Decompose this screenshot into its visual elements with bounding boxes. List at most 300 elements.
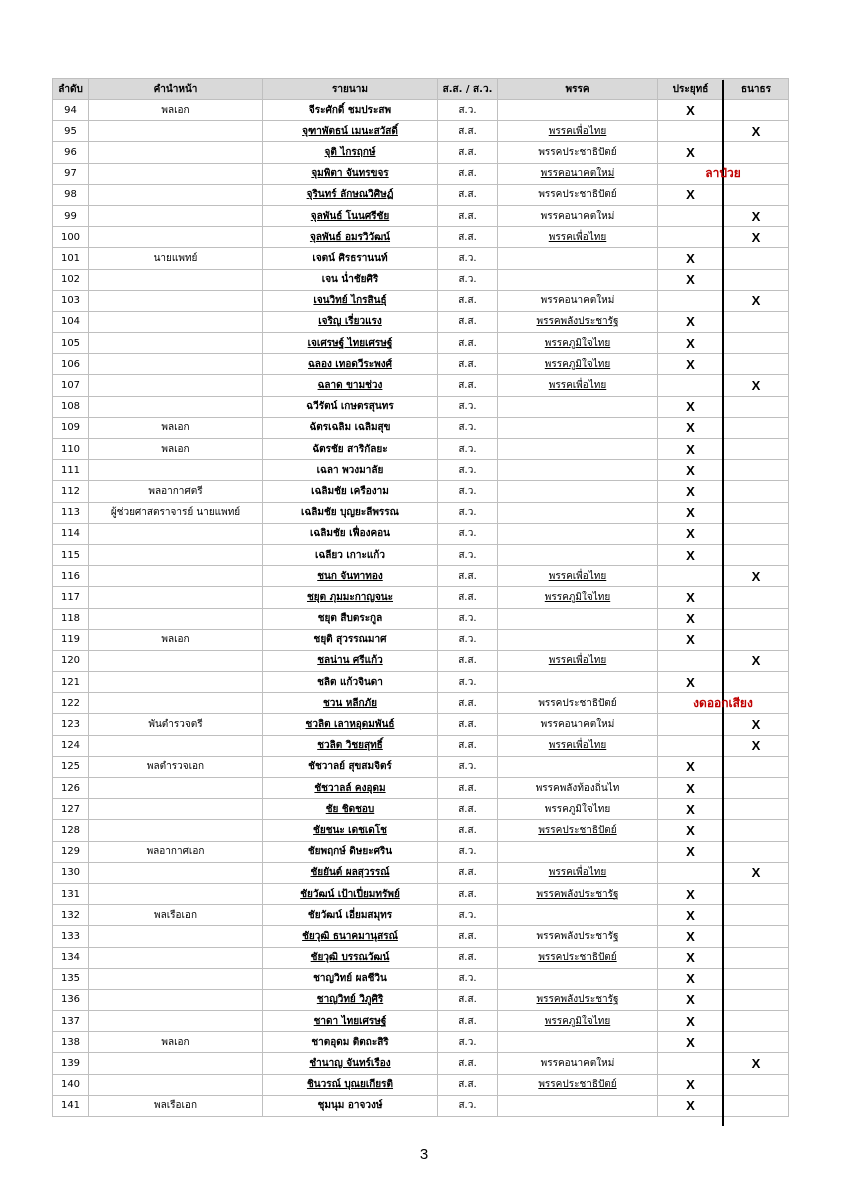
row-number: 95 [53,121,89,142]
row-prefix [89,650,263,671]
row-party: พรรคเพื่อไทย [498,375,658,396]
vote-thanathorn-mark [724,311,789,332]
row-party: พรรคประชาธิปัตย์ [498,1074,658,1095]
row-type: ส.ว. [438,1095,498,1116]
vote-thanathorn-mark [724,354,789,375]
row-number: 100 [53,227,89,248]
row-prefix [89,608,263,629]
table-row [53,778,789,799]
row-party [498,460,658,481]
row-prefix: พลอากาศเอก [89,841,263,862]
vote-prayut-mark [658,121,724,142]
row-party [498,248,658,269]
row-type: ส.ส. [438,354,498,375]
row-prefix [89,227,263,248]
row-name: เฉลิมชัย เฟื่องคอน [263,523,438,544]
row-type: ส.ส. [438,926,498,947]
row-name: ชำนาญ จันทร์เรือง [263,1053,438,1074]
row-number: 128 [53,820,89,841]
vote-prayut-mark: X [658,523,724,544]
table-row [53,968,789,989]
row-name: ชัยวัฒน์ เป้าเปี่ยมทรัพย์ [263,883,438,904]
vote-prayut-mark: X [658,587,724,608]
vote-prayut-mark [658,375,724,396]
row-number: 112 [53,481,89,502]
row-prefix [89,1053,263,1074]
row-number: 130 [53,862,89,883]
vote-thanathorn-mark: X [724,205,789,226]
row-name: ชวลิต เลาหอุดมพันธ์ [263,714,438,735]
table-row [53,566,789,587]
row-party: พรรคพลังประชารัฐ [498,989,658,1010]
row-type: ส.ส. [438,883,498,904]
vote-thanathorn-mark [724,989,789,1010]
row-prefix: พันตำรวจตรี [89,714,263,735]
header-name: รายนาม [263,79,438,100]
table-row [53,905,789,926]
row-party [498,756,658,777]
table-row [53,375,789,396]
vote-thanathorn-mark [724,926,789,947]
header-prefix: คำนำหน้า [89,79,263,100]
row-number: 99 [53,205,89,226]
table-row [53,883,789,904]
row-name: ชยุต ภุมมะกาญจนะ [263,587,438,608]
row-prefix [89,989,263,1010]
table-row [53,989,789,1010]
vote-thanathorn-mark [724,778,789,799]
vote-thanathorn-mark: X [724,1053,789,1074]
row-prefix [89,184,263,205]
vote-prayut-mark [658,735,724,756]
row-number: 140 [53,1074,89,1095]
vote-prayut-mark: X [658,311,724,332]
row-number: 116 [53,566,89,587]
vote-thanathorn-mark: X [724,290,789,311]
table-row [53,354,789,375]
row-prefix [89,1011,263,1032]
row-type: ส.ว. [438,672,498,693]
row-prefix [89,778,263,799]
vote-prayut-mark: X [658,396,724,417]
row-name: จุติ ไกรฤกษ์ [263,142,438,163]
row-prefix [89,333,263,354]
row-party [498,439,658,460]
vote-prayut-mark: X [658,926,724,947]
vote-prayut-mark: X [658,989,724,1010]
vote-thanathorn-mark [724,1095,789,1116]
row-party: พรรคภูมิใจไทย [498,587,658,608]
table-row [53,1011,789,1032]
vote-table [52,78,789,1117]
row-prefix [89,290,263,311]
row-type: ส.ว. [438,544,498,565]
row-prefix: พลเอก [89,417,263,438]
row-type: ส.ส. [438,693,498,714]
row-prefix [89,121,263,142]
row-name: ชลิต แก้วจินดา [263,672,438,693]
row-name: จุฑาพัตธน์ เมนะสวัสดิ์ [263,121,438,142]
vote-thanathorn-mark [724,248,789,269]
row-type: ส.ส. [438,714,498,735]
row-number: 136 [53,989,89,1010]
row-type: ส.ส. [438,650,498,671]
row-party: พรรคเพื่อไทย [498,566,658,587]
vote-thanathorn-mark [724,481,789,502]
row-type: ส.ส. [438,1053,498,1074]
row-party [498,269,658,290]
vote-prayut-mark [658,566,724,587]
row-name: ชนก จันทาทอง [263,566,438,587]
row-prefix: พลเอก [89,629,263,650]
row-prefix: พลเอก [89,100,263,121]
row-number: 126 [53,778,89,799]
vote-thanathorn-mark: X [724,714,789,735]
row-prefix [89,693,263,714]
vote-prayut-mark: X [658,778,724,799]
row-name: ชัชวาลย์ สุขสมจิตร์ [263,756,438,777]
vote-thanathorn-mark [724,672,789,693]
row-prefix [89,883,263,904]
row-type: ส.ว. [438,608,498,629]
vote-prayut-mark [658,205,724,226]
row-name: จุมพิตา จันทรขจร [263,163,438,184]
vote-prayut-mark: X [658,184,724,205]
vote-thanathorn-mark [724,100,789,121]
row-party: พรรคพลังประชารัฐ [498,311,658,332]
vote-prayut-mark: X [658,439,724,460]
row-name: จุลพันธ์ โนนศรีชัย [263,205,438,226]
row-number: 122 [53,693,89,714]
row-number: 114 [53,523,89,544]
table-row [53,544,789,565]
row-name: ชัยยันต์ ผลสุวรรณ์ [263,862,438,883]
row-number: 137 [53,1011,89,1032]
row-name: ฉัตรชัย สาริกัลยะ [263,439,438,460]
row-type: ส.ส. [438,311,498,332]
row-type: ส.ส. [438,566,498,587]
row-type: ส.ว. [438,841,498,862]
row-number: 106 [53,354,89,375]
table-row [53,481,789,502]
column-divider-line [722,80,724,1126]
vote-thanathorn-mark [724,947,789,968]
vote-prayut-mark: X [658,460,724,481]
vote-thanathorn-mark: X [724,227,789,248]
vote-prayut-mark [658,290,724,311]
row-party: พรรคพลังประชารัฐ [498,926,658,947]
table-row [53,523,789,544]
row-type: ส.ว. [438,502,498,523]
vote-prayut-mark: X [658,354,724,375]
row-prefix: พลเรือเอก [89,905,263,926]
row-type: ส.ว. [438,460,498,481]
row-number: 101 [53,248,89,269]
table-row [53,333,789,354]
vote-thanathorn-mark [724,820,789,841]
table-row [53,693,789,714]
row-name: เฉลา พวงมาลัย [263,460,438,481]
row-party: พรรคอนาคตใหม่ [498,714,658,735]
row-name: ชยุต สืบตระกูล [263,608,438,629]
row-number: 110 [53,439,89,460]
row-type: ส.ว. [438,248,498,269]
row-type: ส.ส. [438,205,498,226]
row-party [498,968,658,989]
vote-prayut-mark: X [658,1095,724,1116]
row-party: พรรคภูมิใจไทย [498,333,658,354]
vote-thanathorn-mark [724,968,789,989]
row-type: ส.ส. [438,735,498,756]
row-type: ส.ว. [438,481,498,502]
vote-prayut-mark: X [658,799,724,820]
row-party [498,544,658,565]
row-type: ส.ว. [438,905,498,926]
vote-thanathorn-mark [724,439,789,460]
row-type: ส.ส. [438,1011,498,1032]
vote-thanathorn-mark [724,799,789,820]
vote-prayut-mark: X [658,1032,724,1053]
vote-thanathorn-mark [724,841,789,862]
table-row [53,629,789,650]
row-type: ส.ส. [438,989,498,1010]
row-number: 105 [53,333,89,354]
vote-thanathorn-mark [724,587,789,608]
row-name: เฉลิมชัย เครืองาม [263,481,438,502]
row-number: 129 [53,841,89,862]
vote-thanathorn-mark [724,502,789,523]
table-row [53,417,789,438]
vote-thanathorn-mark [724,608,789,629]
row-name: ชวลิต วิชยสุทธิ์ [263,735,438,756]
row-party [498,523,658,544]
row-name: เฉลียว เกาะแก้ว [263,544,438,565]
table-row [53,311,789,332]
row-party: พรรคอนาคตใหม่ [498,163,658,184]
row-name: เฉลิมชัย บุญยะลีพรรณ [263,502,438,523]
header-party: พรรค [498,79,658,100]
vote-prayut-mark: X [658,947,724,968]
row-name: ฉัตรเฉลิม เฉลิมสุข [263,417,438,438]
row-type: ส.ส. [438,142,498,163]
vote-prayut-mark: X [658,608,724,629]
row-type: ส.ส. [438,862,498,883]
row-party [498,629,658,650]
vote-prayut-mark: X [658,1011,724,1032]
row-name: ชลน่าน ศรีแก้ว [263,650,438,671]
vote-prayut-mark: X [658,502,724,523]
row-type: ส.ว. [438,417,498,438]
row-prefix: นายแพทย์ [89,248,263,269]
vote-thanathorn-mark: X [724,566,789,587]
row-prefix: พลเรือเอก [89,1095,263,1116]
row-name: เจริญ เรี่ยวแรง [263,311,438,332]
table-row [53,947,789,968]
table-row [53,205,789,226]
table-row [53,862,789,883]
row-name: เจน น่ำชัยศิริ [263,269,438,290]
row-type: ส.ส. [438,799,498,820]
row-party: พรรคประชาธิปัตย์ [498,184,658,205]
row-party: พรรคประชาธิปัตย์ [498,820,658,841]
header-type: ส.ส. / ส.ว. [438,79,498,100]
row-prefix [89,354,263,375]
header-no: ลำดับ [53,79,89,100]
row-name: ชุมนุม อาจวงษ์ [263,1095,438,1116]
row-type: ส.ส. [438,375,498,396]
row-number: 141 [53,1095,89,1116]
row-type: ส.ว. [438,269,498,290]
row-party [498,1095,658,1116]
row-type: ส.ว. [438,396,498,417]
row-name: ชวน หลีกภัย [263,693,438,714]
vote-prayut-mark [658,1053,724,1074]
table-row [53,396,789,417]
table-row [53,1053,789,1074]
vote-thanathorn-mark [724,1074,789,1095]
row-party: พรรคเพื่อไทย [498,227,658,248]
row-number: 121 [53,672,89,693]
row-prefix [89,205,263,226]
row-number: 124 [53,735,89,756]
vote-prayut-mark: X [658,269,724,290]
vote-prayut-mark: X [658,100,724,121]
row-name: ชัย ชิดชอบ [263,799,438,820]
row-party: พรรคอนาคตใหม่ [498,1053,658,1074]
row-party [498,1032,658,1053]
row-type: ส.ส. [438,184,498,205]
row-name: ชยุติ สุวรรณมาศ [263,629,438,650]
row-number: 118 [53,608,89,629]
vote-prayut-mark [658,227,724,248]
row-number: 97 [53,163,89,184]
row-name: จีระศักดิ์ ชมประสพ [263,100,438,121]
row-number: 107 [53,375,89,396]
vote-thanathorn-mark [724,523,789,544]
vote-prayut-mark: X [658,417,724,438]
table-row [53,1032,789,1053]
vote-thanathorn-mark: X [724,735,789,756]
row-number: 98 [53,184,89,205]
table-row [53,269,789,290]
table-row [53,799,789,820]
table-row [53,290,789,311]
row-number: 115 [53,544,89,565]
vote-thanathorn-mark [724,269,789,290]
row-name: เจนวิทย์ ไกรสินธุ์ [263,290,438,311]
row-prefix: ผู้ช่วยศาสตราจารย์ นายแพทย์ [89,502,263,523]
vote-thanathorn-mark [724,417,789,438]
table-row [53,460,789,481]
row-type: ส.ว. [438,629,498,650]
table-row [53,650,789,671]
row-prefix: พลอากาศตรี [89,481,263,502]
table-row [53,926,789,947]
row-party: พรรคพลังประชารัฐ [498,883,658,904]
row-party [498,672,658,693]
vote-prayut-mark: X [658,883,724,904]
vote-thanathorn-mark [724,905,789,926]
row-party [498,481,658,502]
vote-prayut-mark: X [658,905,724,926]
vote-thanathorn-mark [724,333,789,354]
vote-prayut-mark: X [658,142,724,163]
vote-note-text: งดออกเสียง [693,695,753,710]
row-prefix [89,311,263,332]
header-row [53,79,789,100]
row-prefix [89,947,263,968]
row-number: 119 [53,629,89,650]
row-name: ชินวรณ์ บุณยเกียรติ [263,1074,438,1095]
vote-prayut-mark: X [658,841,724,862]
vote-prayut-mark: X [658,248,724,269]
row-name: จุรินทร์ ลักษณวิศิษฏ์ [263,184,438,205]
row-type: ส.ว. [438,523,498,544]
row-number: 120 [53,650,89,671]
row-name: เจตน์ ศิรธรานนท์ [263,248,438,269]
row-prefix [89,396,263,417]
row-party: พรรคเพื่อไทย [498,650,658,671]
vote-prayut-mark: X [658,481,724,502]
row-number: 138 [53,1032,89,1053]
table-row [53,756,789,777]
row-name: จุลพันธ์ อมรวิวัฒน์ [263,227,438,248]
row-prefix [89,672,263,693]
row-number: 108 [53,396,89,417]
row-type: ส.ส. [438,778,498,799]
table-row [53,587,789,608]
row-name: ฉวีรัตน์ เกษตรสุนทร [263,396,438,417]
row-party: พรรคเพื่อไทย [498,121,658,142]
row-number: 132 [53,905,89,926]
row-party: พรรคภูมิใจไทย [498,799,658,820]
row-type: ส.ว. [438,439,498,460]
vote-thanathorn-mark: X [724,121,789,142]
row-prefix [89,544,263,565]
table-row [53,163,789,184]
table-row [53,248,789,269]
row-party: พรรคประชาธิปัตย์ [498,693,658,714]
row-number: 117 [53,587,89,608]
row-name: ชาญวิทย์ วิภูศิริ [263,989,438,1010]
row-party: พรรคภูมิใจไทย [498,1011,658,1032]
page-number: 3 [419,1146,429,1163]
vote-thanathorn-mark [724,460,789,481]
table-row [53,121,789,142]
table-row [53,820,789,841]
table-row [53,608,789,629]
vote-thanathorn-mark [724,756,789,777]
vote-prayut-mark [658,714,724,735]
row-party: พรรคพลังท้องถิ่นไท [498,778,658,799]
row-prefix [89,799,263,820]
table-row [53,1095,789,1116]
row-type: ส.ว. [438,756,498,777]
row-prefix [89,163,263,184]
row-prefix: พลเอก [89,439,263,460]
row-number: 127 [53,799,89,820]
vote-prayut-mark: X [658,544,724,565]
row-name: ชาดา ไทยเศรษฐ์ [263,1011,438,1032]
row-party [498,100,658,121]
row-party [498,417,658,438]
row-number: 96 [53,142,89,163]
vote-prayut-mark [658,862,724,883]
table-row [53,439,789,460]
row-type: ส.ส. [438,1074,498,1095]
row-type: ส.ว. [438,100,498,121]
vote-thanathorn-mark: X [724,375,789,396]
